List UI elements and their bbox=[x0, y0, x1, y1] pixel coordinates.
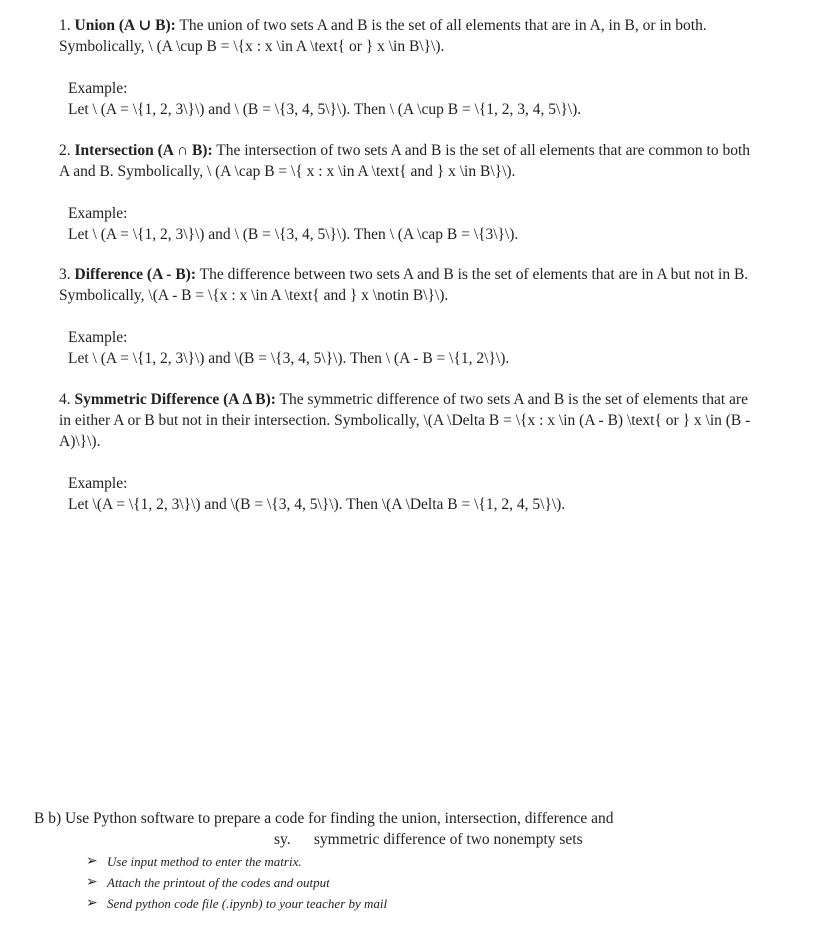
section-symmetric-difference bbox=[59, 389, 759, 452]
section-body: The symmetric difference of two sets A and B is the set of elements that are in either A or B but not in their intersection. Symbolically, \(A \Delta B = \{x : x \in (A - B) \text{ or } x \in (B - A)\}\). bbox=[59, 391, 751, 450]
example-label: Example: bbox=[68, 475, 128, 492]
instruction-text: Send python code file (.ipynb) to your teacher by mail bbox=[107, 896, 388, 911]
instruction-item bbox=[86, 893, 387, 914]
task-instructions bbox=[86, 851, 387, 914]
example-text: Let \(A = \{1, 2, 3\}\) and \(B = \{3, 4, 5\}\). Then \(A \Delta B = \{1, 2, 4, 5\}\). bbox=[68, 496, 566, 513]
instruction-item bbox=[86, 872, 387, 893]
task-title: B b) Use Python software to prepare a code for finding the union, intersection, difference and bbox=[34, 810, 614, 827]
arrow-bullet-icon: ➢ bbox=[86, 875, 98, 890]
example-text: Let \ (A = \{1, 2, 3\}\) and \ (B = \{3, 4, 5\}\). Then \ (A \cap B = \{3\}\). bbox=[68, 226, 519, 243]
section-term: Union (A ∪ B): bbox=[74, 17, 176, 34]
example-label: Example: bbox=[68, 205, 128, 222]
example-text: Let \ (A = \{1, 2, 3\}\) and \ (B = \{3, 4, 5\}\). Then \ (A \cup B = \{1, 2, 3, 4, 5\}\). bbox=[68, 101, 582, 118]
section-term: Symmetric Difference (A Δ B): bbox=[74, 391, 276, 408]
arrow-bullet-icon: ➢ bbox=[86, 896, 98, 911]
arrow-bullet-icon: ➢ bbox=[86, 854, 98, 869]
example-label: Example: bbox=[68, 329, 128, 346]
section-number: 2. bbox=[59, 142, 71, 159]
example-difference bbox=[68, 327, 768, 369]
section-union bbox=[59, 15, 759, 57]
section-number: 3. bbox=[59, 266, 71, 283]
section-body: The union of two sets A and B is the set of all elements that are in A, in B, or in both. Symbolically, \ (A \cup B = \{x : x \in A \text{ or } x \in B\}\). bbox=[59, 17, 707, 55]
section-body: The intersection of two sets A and B is the set of all elements that are common to both A and B. Symbolically, \ (A \cap B = \{ x : x \in A \text{ and } x \in B\}\). bbox=[59, 142, 751, 180]
example-intersection bbox=[68, 203, 768, 245]
section-term: Difference (A - B): bbox=[74, 266, 197, 283]
task-subtitle: sy. symmetric difference of two nonempty sets bbox=[274, 831, 583, 848]
section-term: Intersection (A ∩ B): bbox=[74, 142, 213, 159]
section-number: 1. bbox=[59, 17, 71, 34]
section-intersection bbox=[59, 140, 759, 182]
section-body: The difference between two sets A and B is the set of elements that are in A but not in B. Symbolically, \(A - B = \{x : x \in A \text{ and } x \notin B\}\). bbox=[59, 266, 749, 304]
instruction-text: Attach the printout of the codes and output bbox=[107, 875, 330, 890]
example-symmetric-difference bbox=[68, 473, 768, 515]
example-union bbox=[68, 78, 768, 120]
example-text: Let \ (A = \{1, 2, 3\}\) and \(B = \{3, 4, 5\}\). Then \ (A - B = \{1, 2\}\). bbox=[68, 350, 510, 367]
instruction-text: Use input method to enter the matrix. bbox=[107, 854, 302, 869]
section-difference bbox=[59, 264, 759, 306]
section-number: 4. bbox=[59, 391, 71, 408]
instruction-item bbox=[86, 851, 387, 872]
example-label: Example: bbox=[68, 80, 128, 97]
